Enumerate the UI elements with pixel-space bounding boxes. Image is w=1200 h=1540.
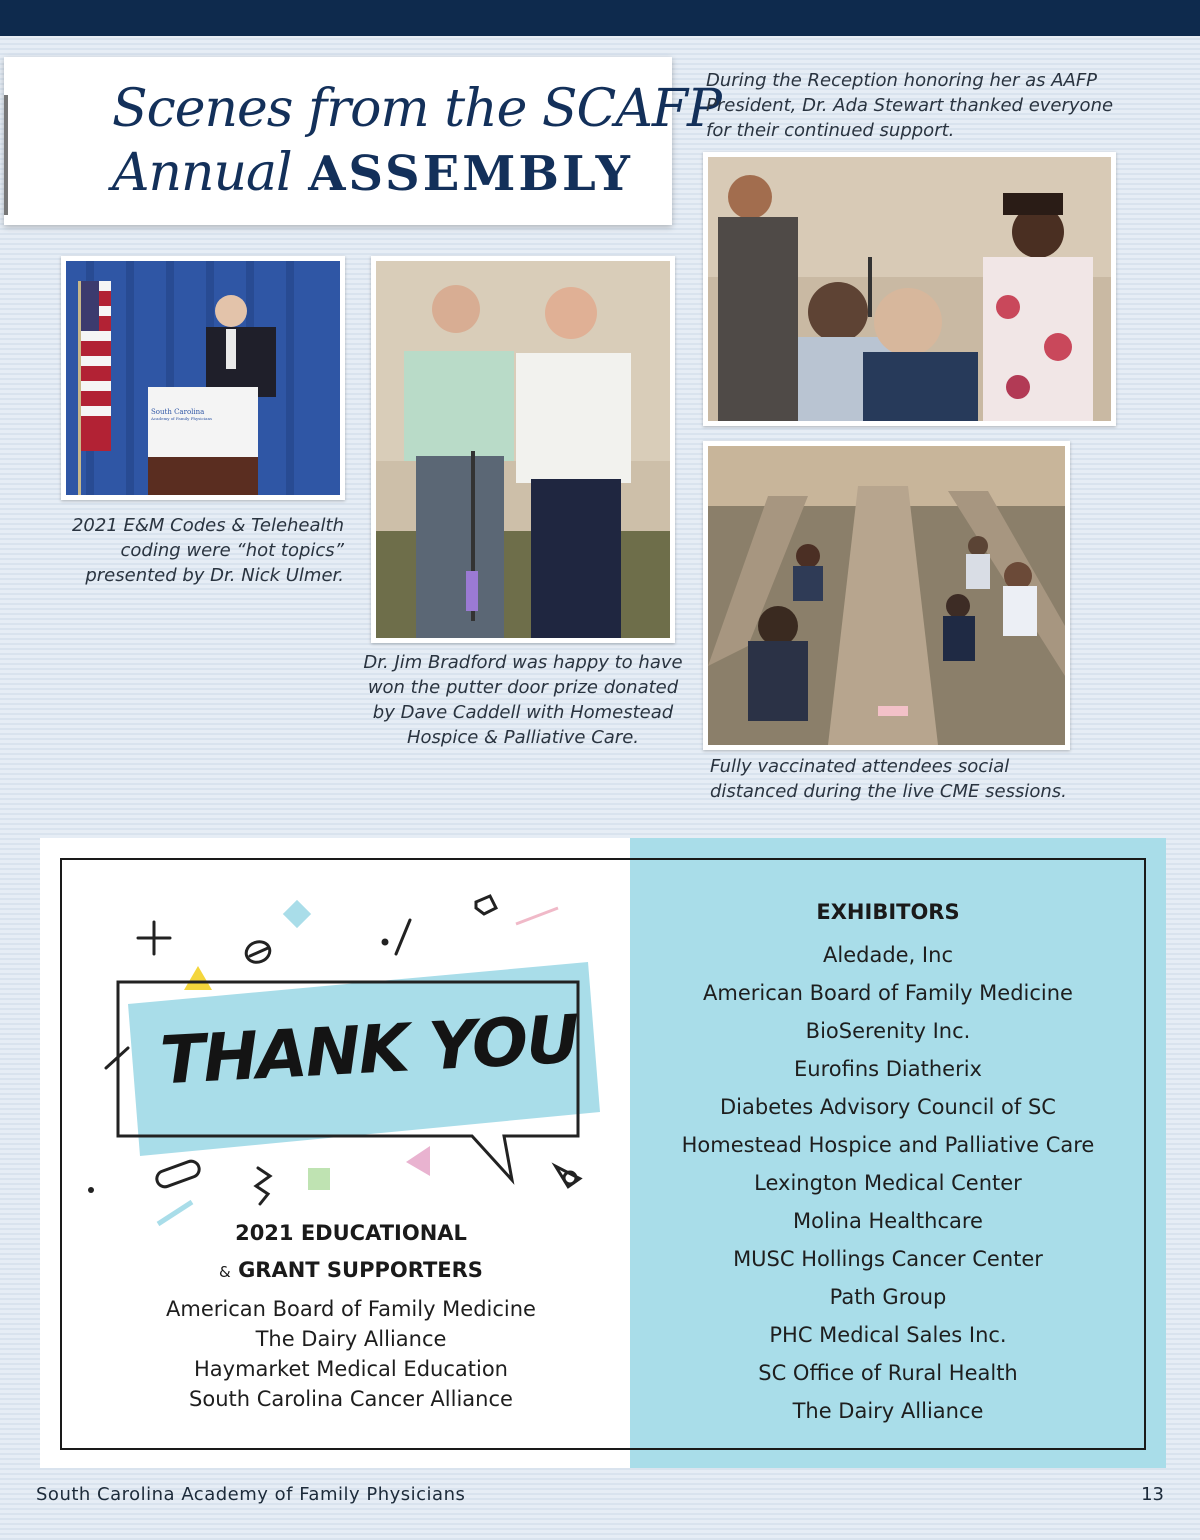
photo-bradford: [371, 256, 675, 643]
exhibitors-heading: EXHIBITORS: [816, 900, 960, 924]
caption-line: During the Reception honoring her as AAFP: [706, 70, 1098, 91]
supporters-list: [60, 1294, 642, 1414]
caption-line: coding were “hot topics”: [120, 540, 344, 561]
supporters-heading-amp: &: [219, 1263, 231, 1281]
caption-line: Dr. Jim Bradford was happy to have: [363, 652, 683, 673]
podium-logo: [151, 408, 247, 422]
caption-bradford: [355, 650, 691, 750]
page-title-line1: Scenes from the SCAFP: [112, 79, 721, 139]
caption-line: Hospice & Palliative Care.: [406, 727, 640, 748]
list-item: SC Office of Rural Health: [758, 1361, 1018, 1385]
caption-line: Fully vaccinated attendees social: [710, 756, 1010, 777]
list-item: Diabetes Advisory Council of SC: [720, 1095, 1056, 1119]
list-item: Path Group: [829, 1285, 947, 1309]
photo-attendees: [703, 441, 1070, 750]
list-item: PHC Medical Sales Inc.: [769, 1323, 1007, 1347]
supporters-heading-line2: [60, 1258, 642, 1282]
list-item: The Dairy Alliance: [792, 1399, 984, 1423]
caption-attendees: [710, 754, 1067, 804]
podium-logo-line1: South Carolina: [151, 408, 205, 416]
page-number: 13: [1141, 1484, 1164, 1505]
list-item: Haymarket Medical Education: [194, 1357, 508, 1381]
supporters-heading-line1: 2021 EDUCATIONAL: [235, 1221, 467, 1245]
list-item: Homestead Hospice and Palliative Care: [681, 1133, 1095, 1157]
thank-you-banner-text: THANK YOU: [158, 1000, 580, 1100]
list-item: Lexington Medical Center: [754, 1171, 1022, 1195]
list-item: The Dairy Alliance: [255, 1327, 447, 1351]
caption-line: by Dave Caddell with Homestead: [372, 702, 674, 723]
photo-podium-image: [66, 261, 340, 495]
page-title-box: [4, 57, 721, 225]
caption-line: distanced during the live CME sessions.: [710, 781, 1067, 802]
caption-line: presented by Dr. Nick Ulmer.: [85, 565, 344, 586]
list-item: Molina Healthcare: [793, 1209, 983, 1233]
caption-line: won the putter door prize donated: [367, 677, 679, 698]
photo-reception-image: [708, 157, 1111, 421]
caption-line: 2021 E&M Codes & Telehealth: [71, 515, 344, 536]
caption-ulmer: [50, 513, 344, 588]
exhibitors-list: [630, 936, 1146, 1430]
footer-org-name: South Carolina Academy of Family Physicians: [36, 1484, 466, 1505]
podium-logo-line2: Academy of Family Physicians: [151, 416, 213, 421]
list-item: South Carolina Cancer Alliance: [189, 1387, 513, 1411]
title-assembly: ASSEMBLY: [308, 146, 633, 202]
caption-reception: [706, 68, 1113, 143]
supporters-heading-text: GRANT SUPPORTERS: [238, 1258, 483, 1282]
list-item: American Board of Family Medicine: [703, 981, 1073, 1005]
list-item: BioSerenity Inc.: [805, 1019, 971, 1043]
page-title-line2: [112, 143, 633, 203]
caption-line: for their continued support.: [706, 120, 955, 141]
list-item: Eurofins Diatherix: [794, 1057, 982, 1081]
title-accent-bar: [4, 95, 8, 215]
caption-line: President, Dr. Ada Stewart thanked everyone: [706, 95, 1114, 116]
top-bar: [0, 0, 1200, 36]
photo-podium: [61, 256, 345, 500]
photo-reception: [703, 152, 1116, 426]
title-annual: Annual: [112, 143, 292, 203]
list-item: MUSC Hollings Cancer Center: [733, 1247, 1043, 1271]
photo-attendees-image: [708, 446, 1065, 745]
photo-bradford-image: [376, 261, 670, 638]
list-item: Aledade, Inc: [823, 943, 953, 967]
list-item: American Board of Family Medicine: [166, 1297, 536, 1321]
